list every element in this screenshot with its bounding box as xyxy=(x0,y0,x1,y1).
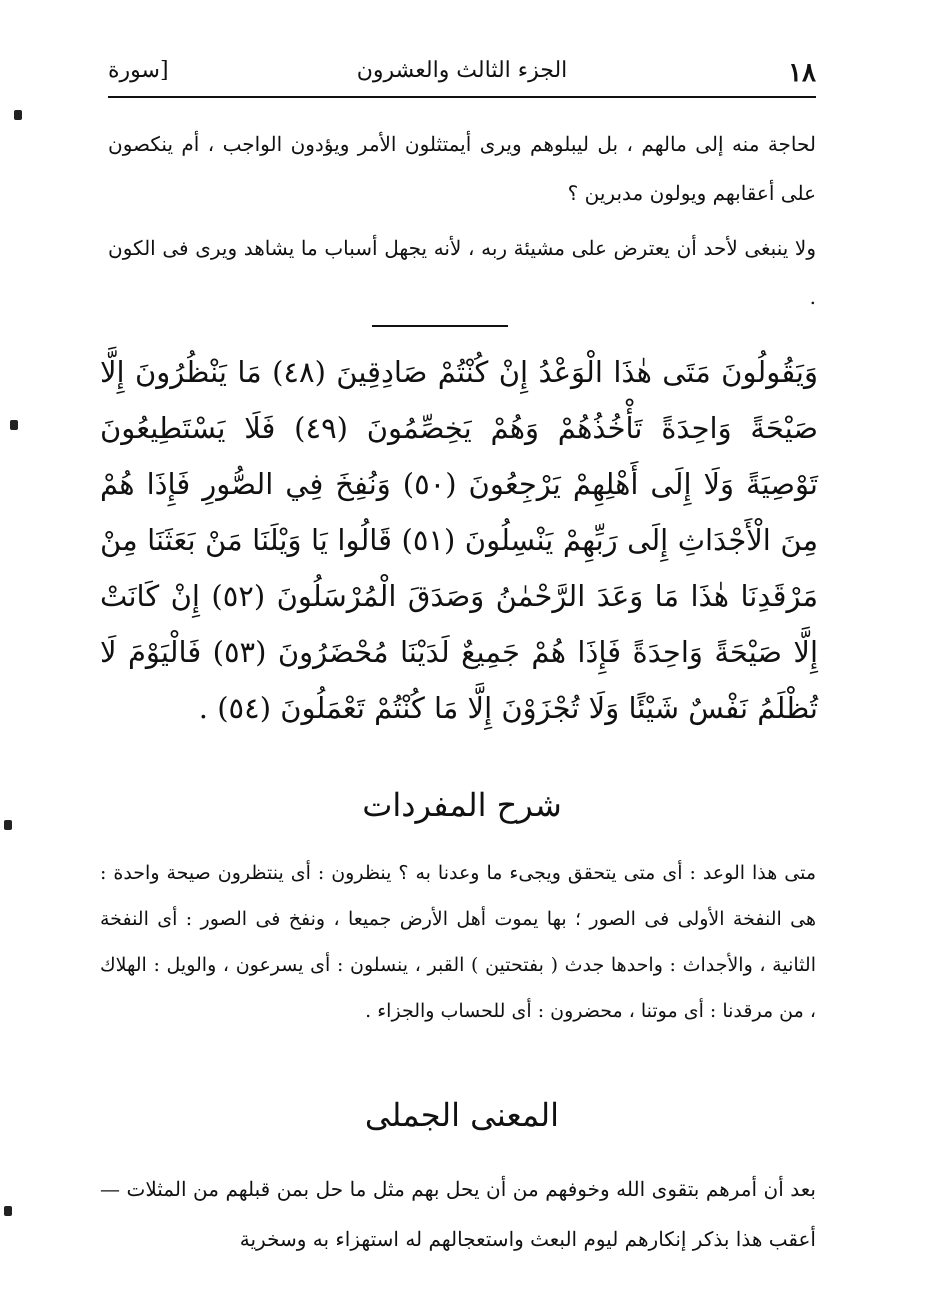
scan-mark xyxy=(4,820,12,830)
commentary-paragraph-2: ولا ينبغى لأحد أن يعترض على مشيئة ربه ، لأنه يجهل أسباب ما يشاهد ويرى فى الكون . xyxy=(108,236,816,309)
surah-label: [سورة xyxy=(108,58,169,83)
page-header xyxy=(108,50,816,98)
commentary-paragraph-1: لحاجة منه إلى مالهم ، بل ليبلوهم ويرى أيمتثلون الأمر ويؤدون الواجب ، أم ينكصون على أعقابهم ويولون مدبرين ؟ xyxy=(108,132,816,205)
running-title: الجزء الثالث والعشرون xyxy=(356,58,568,83)
vocabulary-heading: شرح المفردات xyxy=(362,786,562,824)
section-separator xyxy=(372,325,508,327)
general-meaning-heading: المعنى الجملى xyxy=(364,1096,560,1134)
general-meaning-paragraph: بعد أن أمرهم بتقوى الله وخوفهم من أن يحل بهم مثل ما حل بمن قبلهم من المثلات — أعقب هذا بذكر إنكارهم ليوم البعث واستعجالهم له استهزاء به وسخرية xyxy=(100,1177,816,1251)
vocabulary-glossary: متى هذا الوعد : أى متى يتحقق ويجىء ما وعدنا به ؟ ينظرون : أى ينتظرون صيحة واحدة : هى النفخة الأولى فى الصور ؛ بها يموت أهل الأرض جميعا ، ونفخ فى الصور : أى النفخة الثانية ، والأجداث : واحدها جدث ( بفتحتين ) القبر ، ينسلون : أى يسرعون ، والويل : الهلاك ، من مرقدنا : أى موتنا ، محضرون : أى للحساب والجزاء . xyxy=(100,862,816,1022)
scan-mark xyxy=(10,420,18,430)
header-rule xyxy=(108,96,816,98)
scan-mark xyxy=(14,110,22,120)
page-number: ١٨ xyxy=(788,58,816,88)
quran-verses: وَيَقُولُونَ مَتَى هٰذَا الْوَعْدُ إِنْ كُنْتُمْ صَادِقِينَ (٤٨) مَا يَنْظُرُونَ إِلَّا صَيْحَةً وَاحِدَةً تَأْخُذُهُمْ وَهُمْ يَخِصِّمُونَ (٤٩) فَلَا يَسْتَطِيعُونَ تَوْصِيَةً وَلَا إِلَى أَهْلِهِمْ يَرْجِعُونَ (٥٠) وَنُفِخَ فِي الصُّورِ فَإِذَا هُمْ مِنَ الْأَجْدَاثِ إِلَى رَبِّهِمْ يَنْسِلُونَ (٥١) قَالُوا يَا وَيْلَنَا مَنْ بَعَثَنَا مِنْ مَرْقَدِنَا هٰذَا مَا وَعَدَ الرَّحْمٰنُ وَصَدَقَ الْمُرْسَلُونَ (٥٢) إِنْ كَانَتْ إِلَّا صَيْحَةً وَاحِدَةً فَإِذَا هُمْ جَمِيعٌ لَدَيْنَا مُحْضَرُونَ (٥٣) فَالْيَوْمَ لَا تُظْلَمُ نَفْسٌ شَيْئًا وَلَا تُجْزَوْنَ إِلَّا مَا كُنْتُمْ تَعْمَلُونَ (٥٤) . xyxy=(100,355,819,725)
scan-mark xyxy=(4,1206,12,1216)
